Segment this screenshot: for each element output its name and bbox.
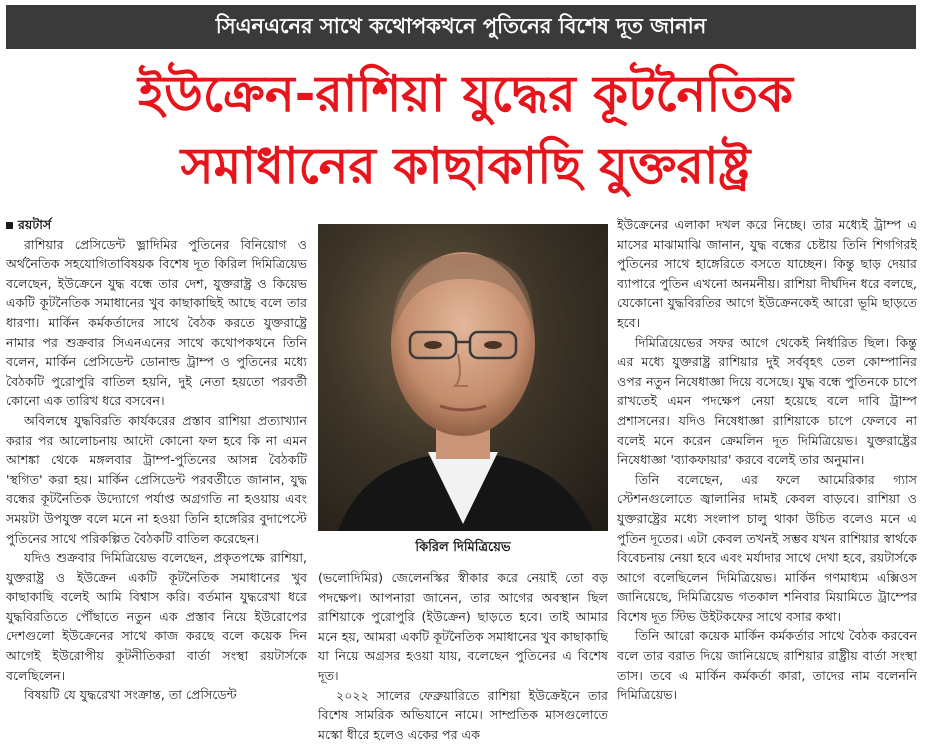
headline-line-1: ইউক্রেন-রাশিয়া যুদ্ধের কূটনৈতিক xyxy=(137,65,794,123)
paragraph: বিষয়টি যে যুদ্ধরেখা সংক্রান্ত, তা প্রেসিডেন্ট xyxy=(24,687,237,703)
portrait-photo xyxy=(318,224,608,531)
headline-line-2: সমাধানের কাছাকাছি যুক্তরাষ্ট্র xyxy=(180,137,751,195)
headline xyxy=(0,56,931,202)
dateline-source: রয়টার্স xyxy=(18,217,52,232)
paragraph: (ভলোদিমির) জেলেনস্কির স্বীকার করে নেয়াই তো বড় পদক্ষেপ। আপনারা জানেন, তার আগের অবস্থান ছিল রাশিয়াকে পুরোপুরি (ইউক্রেন) ছাড়তে হবে। তাই আমার মনে হয়, আমরা একটি কূটনৈতিক সমাধানের খুব কাছাকাছি যা নিয়ে অগ্রসর হওয়া যায়, বলেছেন পুতিনের এ বিশেষ দূত। xyxy=(318,570,608,683)
kicker-text: সিএনএনের সাথে কথোপকথনে পুতিনের বিশেষ দূত জানান xyxy=(215,13,707,38)
dateline xyxy=(6,215,307,235)
paragraph: রাশিয়ার প্রেসিডেন্ট ভ্লাদিমির পুতিনের বিনিয়োগ ও অর্থনৈতিক সহযোগিতাবিষয়ক বিশেষ দূত কিরিল দিমিত্রিয়েভ বলেছেন, ইউক্রেনে যুদ্ধ বন্ধে তার দেশ, যুক্তরাষ্ট্র ও কিয়েভ একটি কূটনৈতিক সমাধানের খুব কাছাকাছিই আছে বলে তার ধারণা। মার্কিন কর্মকর্তাদের সাথে বৈঠক করতে যুক্তরাষ্ট্রে নামার পর শুক্রবার সিএনএনের সাথে কথোপকথনে তিনি বলেন, মার্কিন প্রেসিডেন্ট ডোনাল্ড ট্রাম্প ও পুতিনের মধ্যে বৈঠকটি পুরোপুরি বাতিল হয়নি, দুই নেতা হয়তো পরবর্তী কোনো এক তারিখ ধরে বসবেন। xyxy=(6,236,307,409)
paragraph: তিনি বলেছেন, এর ফলে আমেরিকার গ্যাস স্টেশনগুলোতে জ্বালানির দামই কেবল বাড়বে। রাশিয়া ও যুক্তরাষ্ট্রের মধ্যে সংলাপ চালু থাকা উচিত বলেও মনে এ পুতিন দূতের। এটা কেবল তখনই সম্ভব যখন রাশিয়ার স্বার্থকে বিবেচনায় নেয়া হবে এবং মর্যাদার সাথে দেখা হবে, রয়টার্সকে আগে বলেছিলেন দিমিত্রিয়েভ। মার্কিন গণমাধ্যম এক্সিওস জানিয়েছে, দিমিত্রিয়েভ গতকাল শনিবার মিয়ামিতে ট্রাম্পের বিশেষ দূত স্টিভ উইটকফের সাথে বসার কথা। xyxy=(617,471,917,624)
paragraph: ২০২২ সালের ফেব্রুয়ারিতে রাশিয়া ইউক্রেইনে তার বিশেষ সামরিক অভিযানে নামে। সাম্প্রতিক মাসগুলোতে মস্কো ধীরে হলেও একের পর এক xyxy=(318,687,608,742)
paragraph: যদিও শুক্রবার দিমিত্রিয়েভ বলেছেন, প্রকৃতপক্ষে রাশিয়া, যুক্তরাষ্ট্র ও ইউক্রেন একটি কূটনৈতিক সমাধানের খুব কাছাকাছি বলেই আমি বিশ্বাস করি। বর্তমান যুদ্ধরেখা ধরে যুদ্ধবিরতিতে পৌঁছাতে নতুন এক প্রস্তাব নিয়ে ইউরোপের দেশগুলো ইউক্রেনের সাথে কাজ করছে বলে কয়েক দিন আগেই ইউরোপীয় কূটনীতিকরা বার্তা সংস্থা রয়টার্সকে বলেছিলেন। xyxy=(6,550,307,683)
photo-caption: কিরিল দিমিত্রিয়েভ xyxy=(415,540,511,555)
paragraph: অবিলম্বে যুদ্ধবিরতি কার্যকরের প্রস্তাব রাশিয়া প্রত্যাখ্যান করার পর আলোচনায় আদৌ কোনো ফল হবে কি না এমন আশঙ্কা থেকে মঙ্গলবার ট্রাম্প-পুতিনের আসন্ন বৈঠকটি 'স্থগিত' করা হয়। মার্কিন প্রেসিডেন্ট পরবর্তীতে জানান, যুদ্ধ বন্ধের কূটনৈতিক উদ্যোগে পর্যাপ্ত অগ্রগতি না হওয়ায় এবং সময়টা উপযুক্ত বলে মনে না হওয়া তিনি হাঙ্গেরির বুদাপেস্টে পুতিনের সাথে পরিকল্পিত বৈঠকটি বাতিল করেছেন। xyxy=(6,412,307,546)
middle-column xyxy=(318,568,608,751)
right-column xyxy=(617,215,917,751)
portrait-illustration xyxy=(318,224,608,531)
kicker-banner xyxy=(6,5,916,49)
left-column xyxy=(6,215,307,751)
paragraph: দিমিত্রিয়েভের সফর আগে থেকেই নির্ধারিত ছিল। কিন্তু এর মধ্যে যুক্তরাষ্ট্র রাশিয়ার দুই সর্ববৃহৎ তেল কোম্পানির ওপর নতুন নিষেধাজ্ঞা দিয়ে বসেছে। যুদ্ধ বন্ধে পুতিনকে চাপে রাখতেই এমন পদক্ষেপ নেয়া হয়েছে বলে দাবি ট্রাম্প প্রশাসনের। যদিও নিষেধাজ্ঞা রাশিয়াকে চাপে ফেলবে না বলেই মনে করেন ক্রেমলিন দূত দিমিত্রিয়েভ। যুক্তরাষ্ট্রের নিষেধাজ্ঞা 'ব্যাকফায়ার' করবে বলেই তার অনুমান। xyxy=(617,334,917,468)
bullet-square-icon xyxy=(6,222,13,229)
paragraph: তিনি আরো কয়েক মার্কিন কর্মকর্তার সাথে বৈঠক করবেন বলে তার বরাত দিয়ে জানিয়েছে রাশিয়ার রাষ্ট্রীয় বার্তা সংস্থা তাস। তবে এ মার্কিন কর্মকর্তা কারা, তাদের নাম বলেননি দিমিত্রিয়েভ। xyxy=(617,628,917,703)
paragraph: ইউক্রেনের এলাকা দখল করে নিচ্ছে। তার মধ্যেই ট্রাম্প এ মাসের মাঝামাঝি জানান, যুদ্ধ বন্ধের চেষ্টায় তিনি শিগগিরই পুতিনের সাথে হাঙ্গেরিতে বসতে যাচ্ছেন। কিন্তু ছাড় দেয়ার ব্যাপারে পুতিন এখনো অনমনীয়। রাশিয়া দীর্ঘদিন ধরে বলছে, যেকোনো যুদ্ধবিরতির আগে ইউক্রেনকেই আরো ভূমি ছাড়তে হবে। xyxy=(617,217,917,330)
